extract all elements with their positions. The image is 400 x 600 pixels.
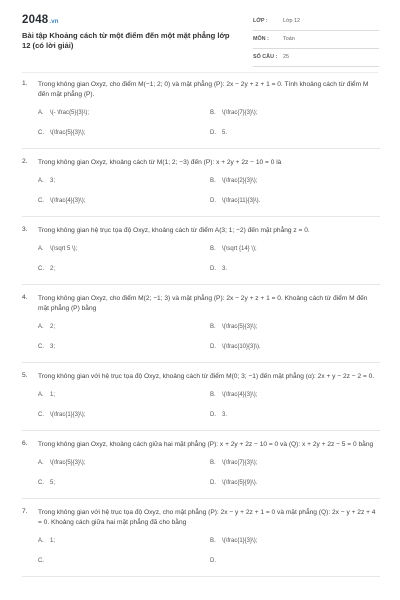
answer-option[interactable]	[210, 460, 257, 466]
answer-option[interactable]	[38, 392, 55, 398]
option-text: \(\frac{11}{3}\).	[222, 198, 261, 204]
question-number: 1.	[22, 80, 28, 87]
question-item	[22, 285, 380, 363]
option-text: \(\frac{5}{3}\);	[50, 460, 86, 466]
option-label: A.	[38, 246, 44, 252]
answer-option[interactable]	[38, 558, 50, 564]
option-label: C.	[38, 412, 44, 418]
option-text: \(\sqrt {14} \);	[222, 246, 257, 252]
question-text: Trong không gian với hệ trục tọa độ Oxyz, khoảng cách từ điểm M(0; 3; −1) đến mặt phẳng (α): 2x + y − 2z − 2 = 0.	[38, 373, 375, 380]
option-text: 3;	[50, 178, 56, 184]
answer-option[interactable]	[210, 110, 257, 116]
option-label: C.	[38, 266, 44, 272]
option-text: \(\frac{2}{3}\);	[222, 178, 258, 184]
option-text: \(\sqrt 5 \);	[50, 246, 78, 252]
question-text: Trong không gian với hệ trục tọa độ Oxyz, cho mặt phẳng (P): 2x − y + 2z + 1 = 0 và mặt phẳng (Q): 2x − y + 2z + 4 = 0. Khoảng cách giữa hai mặt phẳng đã cho bằng	[38, 509, 376, 526]
option-label: A.	[38, 178, 44, 184]
question-number: 6.	[22, 440, 28, 447]
option-label: C.	[38, 558, 44, 564]
answer-option[interactable]	[38, 324, 55, 330]
option-label: B.	[210, 178, 216, 184]
option-label: B.	[210, 392, 216, 398]
meta-row-class	[253, 13, 379, 31]
answer-option[interactable]	[38, 198, 85, 204]
option-text: \(\frac{10}{3}\).	[222, 344, 261, 350]
option-text: 3.	[222, 266, 228, 272]
answer-option[interactable]	[38, 480, 55, 486]
option-text: 3;	[50, 344, 56, 350]
question-number: 7.	[22, 508, 28, 515]
answer-option[interactable]	[210, 130, 227, 136]
answer-option[interactable]	[210, 538, 257, 544]
question-number: 4.	[22, 294, 28, 301]
option-label: B.	[210, 110, 216, 116]
option-label: D.	[210, 558, 216, 564]
header-divider	[22, 72, 378, 73]
option-text: \(\frac{5}{3}\);	[222, 324, 258, 330]
meta-row-count	[253, 49, 379, 67]
meta-value: Toán	[283, 36, 295, 42]
answer-option[interactable]	[38, 266, 55, 272]
answer-option[interactable]	[38, 538, 55, 544]
meta-key: SỐ CÂU :	[253, 54, 278, 60]
question-item	[22, 431, 380, 499]
option-text: \(\frac{4}{3}\);	[222, 392, 258, 398]
option-label: C.	[38, 344, 44, 350]
answer-option[interactable]	[210, 178, 257, 184]
option-label: B.	[210, 246, 216, 252]
option-label: D.	[210, 198, 216, 204]
answer-option[interactable]	[210, 198, 260, 204]
site-logo[interactable]	[22, 14, 59, 26]
answer-option[interactable]	[210, 480, 257, 486]
option-label: C.	[38, 480, 44, 486]
question-item	[22, 363, 380, 431]
option-label: A.	[38, 324, 44, 330]
option-text: \(\frac{5}{9}\).	[222, 480, 258, 486]
option-text: \(\frac{7}{3}\);	[222, 460, 258, 466]
meta-info	[253, 13, 379, 67]
option-text: \(\frac{5}{3}\);	[50, 130, 86, 136]
answer-option[interactable]	[210, 412, 227, 418]
question-list	[22, 80, 380, 577]
answer-option[interactable]	[210, 344, 261, 350]
question-item	[22, 499, 380, 577]
meta-value: Lớp 12	[283, 18, 301, 24]
option-label: D.	[210, 480, 216, 486]
answer-option[interactable]	[210, 558, 222, 564]
answer-option[interactable]	[38, 130, 85, 136]
answer-option[interactable]	[210, 266, 227, 272]
answer-option[interactable]	[38, 178, 55, 184]
answer-options	[22, 168, 380, 216]
question-item	[22, 217, 380, 285]
option-label: B.	[210, 538, 216, 544]
meta-row-subject	[253, 31, 379, 49]
question-number: 3.	[22, 226, 28, 233]
option-text: 2;	[50, 324, 56, 330]
meta-key: LỚP :	[253, 18, 268, 24]
option-text: 5.	[222, 130, 228, 136]
option-label: A.	[38, 460, 44, 466]
option-text: 3.	[222, 412, 228, 418]
answer-option[interactable]	[210, 246, 257, 252]
logo-text: 2048	[22, 14, 49, 26]
option-label: C.	[38, 130, 44, 136]
option-label: D.	[210, 266, 216, 272]
question-text: Trong không gian hệ trục tọa độ Oxyz, khoảng cách từ điểm A(3; 1; −2) đến mặt phẳng z = 0.	[38, 227, 310, 234]
question-number: 2.	[22, 158, 28, 165]
question-text: Trong không gian Oxyz, khoảng cách giữa hai mặt phẳng (P): x + 2y + 2z − 10 = 0 và (Q): x + 2y + 2z − 5 = 0 bằng	[38, 441, 374, 448]
logo-tld: .vn	[49, 19, 59, 25]
question-item	[22, 80, 380, 149]
meta-key: MÔN :	[253, 36, 269, 42]
question-text: Trong không gian Oxyz, cho điểm M(−1; 2; 0) và mặt phẳng (P): 2x − 2y + z + 1 = 0. Tính khoảng cách từ điểm M đến mặt phẳng (P).	[38, 81, 369, 98]
answer-option[interactable]	[210, 392, 257, 398]
option-text: 2;	[50, 266, 56, 272]
answer-option[interactable]	[38, 460, 85, 466]
answer-options	[22, 100, 380, 148]
question-number: 5.	[22, 372, 28, 379]
option-label: B.	[210, 324, 216, 330]
answer-option[interactable]	[38, 110, 89, 116]
page-header	[0, 0, 400, 68]
answer-option[interactable]	[38, 246, 77, 252]
option-label: B.	[210, 460, 216, 466]
answer-option[interactable]	[210, 324, 257, 330]
question-item	[22, 149, 380, 217]
option-text: \(\frac{7}{3}\);	[222, 110, 258, 116]
question-text: Trong không gian Oxyz, cho điểm M(2; −1; 3) và mặt phẳng (P): 2x − 2y + z + 1 = 0. Khoảng cách từ điểm M đến mặt phẳng (P) bằng	[38, 295, 368, 312]
question-text: Trong không gian Oxyz, khoảng cách từ M(1; 2; −3) đến (P): x + 2y + 2z − 10 = 0 là	[38, 159, 282, 166]
option-label: C.	[38, 198, 44, 204]
option-label: A.	[38, 110, 44, 116]
meta-value: 25	[283, 54, 289, 60]
option-text: \(- \frac{5}{3}\);	[50, 110, 90, 116]
answer-option[interactable]	[38, 412, 85, 418]
option-label: D.	[210, 412, 216, 418]
page-title: Bài tập Khoảng cách từ một điểm đến một mặt phẳng lớp 12 (có lời giải)	[22, 31, 230, 50]
option-text: \(\frac{1}{3}\);	[50, 412, 86, 418]
answer-option[interactable]	[38, 344, 55, 350]
option-text: 1;	[50, 392, 56, 398]
option-label: D.	[210, 344, 216, 350]
option-text: \(\frac{4}{3}\);	[50, 198, 86, 204]
option-label: A.	[38, 392, 44, 398]
option-label: A.	[38, 538, 44, 544]
answer-options	[22, 314, 380, 362]
option-text: 5;	[50, 480, 56, 486]
option-text: \(\frac{1}{3}\);	[222, 538, 258, 544]
option-text: 1;	[50, 538, 56, 544]
answer-options	[22, 236, 380, 284]
answer-options	[22, 382, 380, 430]
answer-options	[22, 528, 380, 576]
option-label: D.	[210, 130, 216, 136]
answer-options	[22, 450, 380, 498]
